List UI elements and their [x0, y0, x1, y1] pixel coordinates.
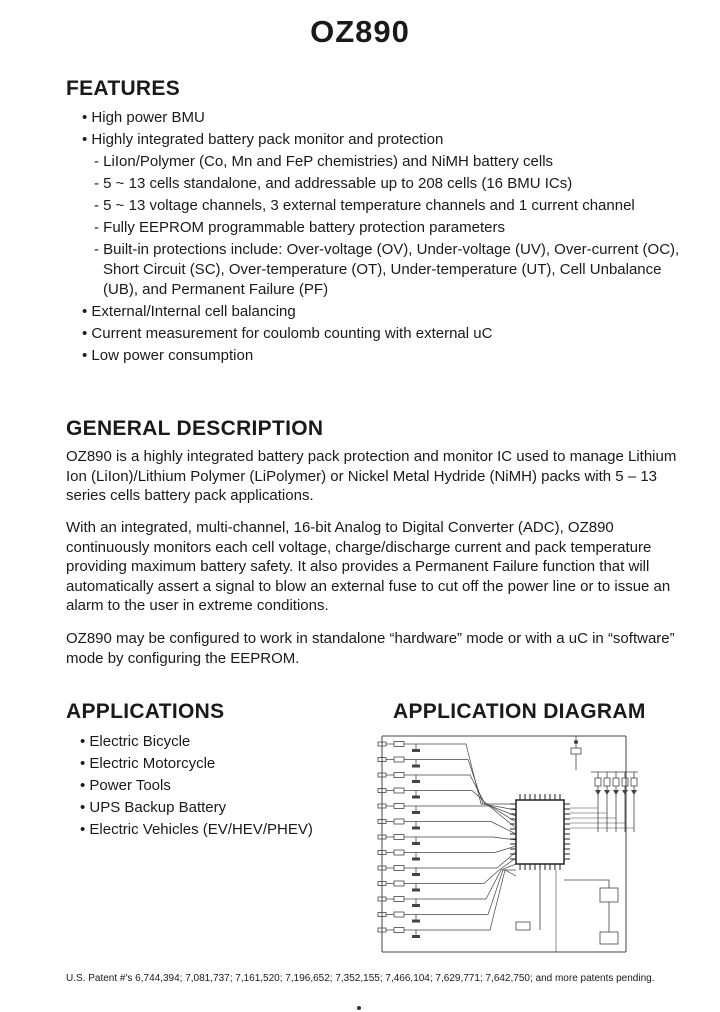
capacitor-symbol: [412, 920, 420, 923]
schematic-wire: [416, 806, 516, 828]
feature-item: • Low power consumption: [82, 347, 254, 364]
capacitor-symbol: [412, 858, 420, 861]
sense-resistor-symbol: [516, 922, 530, 930]
features-list: [66, 108, 686, 368]
list-item: • Electric Bicycle: [80, 733, 191, 750]
led-symbol: [613, 790, 619, 795]
feature-subitem: - Built-in protections include: Over-voltage (OV), Under-voltage (UV), Over-current (OC), Short Circuit (SC), Over-temperature (OT), Under-temperature (UT), Cell Unbalance (UB), and Permanent Failure (PF): [94, 241, 680, 298]
schematic-node: [574, 740, 578, 744]
list-item: • Electric Vehicles (EV/HEV/PHEV): [80, 821, 313, 838]
list-item: • Electric Motorcycle: [80, 755, 216, 772]
resistor-symbol: [394, 788, 404, 793]
capacitor-symbol: [412, 904, 420, 907]
transistor-symbol: [571, 748, 581, 754]
led-symbol: [604, 790, 610, 795]
description-paragraph-1: OZ890 is a highly integrated battery pack protection and monitor IC used to manage Lithium Ion (LiIon)/Lithium Polymer (LiPolymer) or Nickel Metal Hydride (NiMH) packs with 5 – 13 series cells battery pack applications.: [66, 448, 677, 504]
capacitor-symbol: [412, 873, 420, 876]
oz890-ic-chip: [516, 800, 564, 864]
capacitor-symbol: [412, 780, 420, 783]
capacitor-symbol: [412, 889, 420, 892]
resistor-symbol: [394, 773, 404, 778]
schematic-wire: [416, 775, 516, 816]
capacitor-symbol: [412, 811, 420, 814]
resistor-symbol: [394, 742, 404, 747]
applications-list: [80, 732, 313, 842]
features-heading: FEATURES: [66, 77, 181, 100]
schematic-wire: [416, 870, 516, 915]
schematic-wire: [416, 837, 516, 840]
feature-subitem: - Fully EEPROM programmable battery protection parameters: [94, 219, 505, 236]
resistor-symbol: [604, 778, 610, 786]
fet-switch-symbol: [600, 932, 618, 944]
patent-notice: U.S. Patent #'s 6,744,394; 7,081,737; 7,161,520; 7,196,652; 7,352,155; 7,466,104; 7,629,771; 7,642,750; and more patents pending.: [66, 973, 655, 984]
led-symbol: [622, 790, 628, 795]
schematic-wire: [416, 744, 516, 804]
application-circuit-diagram: [376, 730, 676, 970]
schematic-wire: [416, 864, 516, 899]
resistor-symbol: [394, 757, 404, 762]
resistor-symbol: [622, 778, 628, 786]
resistor-symbol: [595, 778, 601, 786]
capacitor-symbol: [412, 827, 420, 830]
capacitor-symbol: [412, 765, 420, 768]
schematic-wire: [564, 880, 609, 888]
schematic-wire: [416, 760, 516, 811]
description-paragraph-3: OZ890 may be configured to work in standalone “hardware” mode or with a uC in “software” mode by configuring the EEPROM.: [66, 630, 675, 667]
applications-heading: APPLICATIONS: [66, 700, 225, 723]
feature-subitem: - LiIon/Polymer (Co, Mn and FeP chemistries) and NiMH battery cells: [94, 153, 554, 170]
list-item: • Power Tools: [80, 777, 171, 794]
feature-item: • Current measurement for coulomb counting with external uC: [82, 325, 493, 342]
capacitor-symbol: [412, 935, 420, 938]
led-symbol: [595, 790, 601, 795]
schematic-wire: [416, 870, 516, 930]
capacitor-symbol: [412, 796, 420, 799]
resistor-symbol: [394, 912, 404, 917]
resistor-symbol: [394, 804, 404, 809]
fet-switch-symbol: [600, 888, 618, 902]
resistor-symbol: [394, 897, 404, 902]
document-title: OZ890: [310, 14, 410, 49]
resistor-symbol: [613, 778, 619, 786]
feature-subitem: - 5 ~ 13 cells standalone, and addressable up to 208 cells (16 BMU ICs): [94, 175, 573, 192]
list-item: • UPS Backup Battery: [80, 799, 227, 816]
resistor-symbol: [394, 881, 404, 886]
resistor-symbol: [631, 778, 637, 786]
schematic-wire: [416, 846, 516, 853]
resistor-symbol: [394, 866, 404, 871]
feature-item: • High power BMU: [82, 109, 205, 126]
feature-subitem: - 5 ~ 13 voltage channels, 3 external temperature channels and 1 current channel: [94, 197, 635, 214]
resistor-symbol: [394, 819, 404, 824]
description-paragraph-2: With an integrated, multi-channel, 16-bit Analog to Digital Converter (ADC), OZ890 continuously monitors each cell voltage, charge/discharge current and pack temperature providing maximum battery safety. It also provides a Permanent Failure function that will automatically assert a signal to blow an external fuse to cut off the power line or to issue an alarm to the user in extreme conditions.: [66, 519, 671, 614]
led-symbol: [631, 790, 637, 795]
feature-item: • External/Internal cell balancing: [82, 303, 296, 320]
schematic-wire: [416, 822, 516, 835]
capacitor-symbol: [412, 842, 420, 845]
resistor-symbol: [394, 835, 404, 840]
schematic-wire: [416, 852, 516, 868]
resistor-symbol: [394, 850, 404, 855]
resistor-symbol: [394, 928, 404, 933]
feature-item: • Highly integrated battery pack monitor and protection: [82, 131, 444, 148]
application-diagram-heading: APPLICATION DIAGRAM: [393, 700, 646, 723]
capacitor-symbol: [412, 749, 420, 752]
page-marker: [357, 1006, 361, 1010]
general-description-heading: GENERAL DESCRIPTION: [66, 417, 324, 440]
